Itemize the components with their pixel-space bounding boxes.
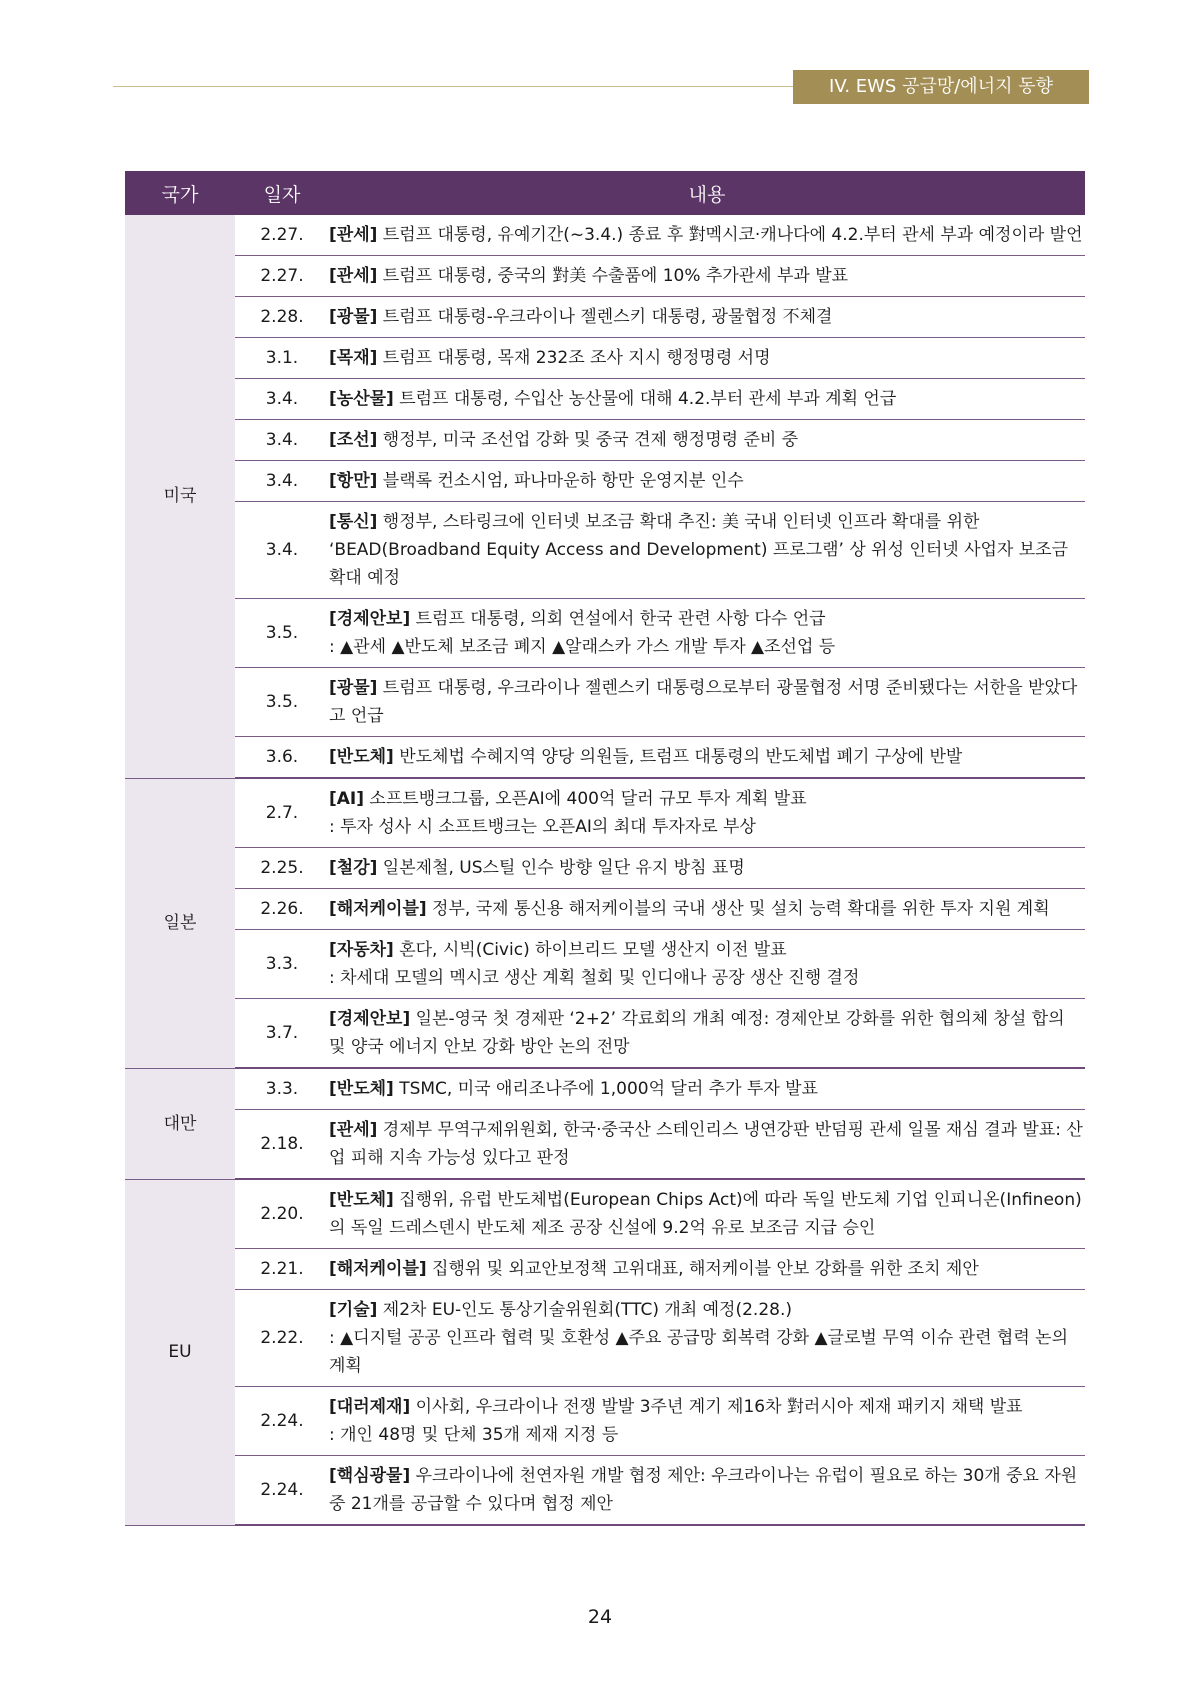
date-cell: 3.4. [235, 420, 329, 461]
topic-tag: [항만] [329, 471, 378, 491]
page-number: 24 [587, 1606, 613, 1628]
table-row [125, 461, 1085, 502]
table-row [125, 778, 1085, 848]
content-cell [329, 1179, 1085, 1249]
date-cell: 3.5. [235, 599, 329, 668]
topic-tag: [반도체] [329, 1190, 394, 1210]
news-text: 경제부 무역구제위원회, 한국·중국산 스테인리스 냉연강판 반덤핑 관세 일몰 재심 결과 발표: 산업 피해 지속 가능성 있다고 판정 [329, 1120, 1083, 1168]
news-subtext: : ▲디지털 공공 인프라 협력 및 호환성 ▲주요 공급망 회복력 강화 ▲글로벌 무역 이슈 관련 협력 논의 계획 [329, 1328, 1069, 1376]
content-cell [329, 256, 1085, 297]
news-text: 반도체법 수혜지역 양당 의원들, 트럼프 대통령의 반도체법 폐기 구상에 반발 [393, 747, 963, 767]
content-cell [329, 1068, 1085, 1110]
column-header-content: 내용 [329, 171, 1085, 215]
news-subtext: : 투자 성사 시 소프트뱅크는 오픈AI의 최대 투자자로 부상 [329, 817, 756, 837]
table-row [125, 999, 1085, 1069]
news-text: TSMC, 미국 애리조나주에 1,000억 달러 추가 투자 발표 [393, 1079, 819, 1099]
news-text: 일본-영국 첫 경제판 ‘2+2’ 각료회의 개최 예정: 경제안보 강화를 위한 협의체 창설 합의 및 양국 에너지 안보 강화 방안 논의 전망 [329, 1009, 1065, 1057]
news-text: 소프트뱅크그룹, 오픈AI에 400억 달러 규모 투자 계획 발표 [364, 789, 807, 809]
news-text: 우크라이나에 천연자원 개발 협정 제안: 우크라이나는 유럽이 필요로 하는 30개 중요 자원 중 21개를 공급할 수 있다며 협정 제안 [329, 1466, 1078, 1514]
content-cell [329, 999, 1085, 1069]
news-text: 일본제철, US스틸 인수 방향 일단 유지 방침 표명 [377, 858, 745, 878]
news-text: 이사회, 우크라이나 전쟁 발발 3주년 계기 제16차 對러시아 제재 패키지 채택 발표 [410, 1397, 1023, 1417]
table-row [125, 930, 1085, 999]
date-cell: 2.20. [235, 1179, 329, 1249]
content-cell [329, 379, 1085, 420]
topic-tag: [핵심광물] [329, 1466, 411, 1486]
date-cell: 3.4. [235, 461, 329, 502]
date-cell: 3.3. [235, 1068, 329, 1110]
topic-tag: [목재] [329, 348, 378, 368]
section-label: IV. EWS 공급망/에너지 동향 [793, 70, 1089, 104]
table-row [125, 502, 1085, 599]
date-cell: 2.7. [235, 778, 329, 848]
topic-tag: [관세] [329, 1120, 378, 1140]
content-cell [329, 1249, 1085, 1290]
column-header-country: 국가 [125, 171, 235, 215]
country-cell: 일본 [125, 778, 235, 1068]
news-text: 집행위 및 외교안보정책 고위대표, 해저케이블 안보 강화를 위한 조치 제안 [426, 1259, 979, 1279]
date-cell: 2.27. [235, 215, 329, 256]
topic-tag: [반도체] [329, 1079, 394, 1099]
news-text: 트럼프 대통령, 목재 232조 조사 지시 행정명령 서명 [377, 348, 771, 368]
content-cell [329, 338, 1085, 379]
table-row [125, 889, 1085, 930]
content-cell [329, 420, 1085, 461]
content-cell [329, 930, 1085, 999]
topic-tag: [관세] [329, 225, 378, 245]
topic-tag: [경제안보] [329, 1009, 411, 1029]
news-text: 집행위, 유럽 반도체법(European Chips Act)에 따라 독일 반도체 기업 인피니온(Infineon)의 독일 드레스덴시 반도체 제조 공장 신설에 9.2억 유로 보조금 지급 승인 [329, 1190, 1082, 1238]
news-text: 혼다, 시빅(Civic) 하이브리드 모델 생산지 이전 발표 [393, 940, 787, 960]
topic-tag: [경제안보] [329, 609, 411, 629]
topic-tag: [농산물] [329, 389, 394, 409]
table-row [125, 1110, 1085, 1180]
table-row [125, 256, 1085, 297]
content-cell [329, 1387, 1085, 1456]
table-row [125, 1456, 1085, 1526]
table-row [125, 599, 1085, 668]
news-text: 행정부, 스타링크에 인터넷 보조금 확대 추진: 美 국내 인터넷 인프라 확대를 위한 ‘BEAD(Broadband Equity Access and Development) 프로그램’ 상 위성 인터넷 사업자 보조금 확대 예정 [329, 512, 1069, 588]
date-cell: 2.22. [235, 1290, 329, 1387]
news-subtext: : 개인 48명 및 단체 35개 제재 지정 등 [329, 1425, 619, 1445]
column-header-date: 일자 [235, 171, 329, 215]
content-cell [329, 461, 1085, 502]
topic-tag: [대러제재] [329, 1397, 411, 1417]
date-cell: 3.1. [235, 338, 329, 379]
content-cell [329, 889, 1085, 930]
table-header-row [125, 171, 1085, 215]
date-cell: 2.27. [235, 256, 329, 297]
content-cell [329, 848, 1085, 889]
topic-tag: [광물] [329, 307, 378, 327]
topic-tag: [해저케이블] [329, 899, 427, 919]
table-row [125, 215, 1085, 256]
date-cell: 3.7. [235, 999, 329, 1069]
news-text: 트럼프 대통령-우크라이나 젤렌스키 대통령, 광물협정 不체결 [377, 307, 833, 327]
table-row [125, 848, 1085, 889]
table-row [125, 297, 1085, 338]
news-subtext: : ▲관세 ▲반도체 보조금 폐지 ▲알래스카 가스 개발 투자 ▲조선업 등 [329, 637, 836, 657]
date-cell: 3.6. [235, 737, 329, 779]
topic-tag: [통신] [329, 512, 378, 532]
content-cell [329, 215, 1085, 256]
country-cell: EU [125, 1179, 235, 1525]
topic-tag: [광물] [329, 678, 378, 698]
news-text: 트럼프 대통령, 우크라이나 젤렌스키 대통령으로부터 광물협정 서명 준비됐다는 서한을 받았다고 언급 [329, 678, 1078, 726]
content-cell [329, 737, 1085, 779]
news-table [125, 171, 1085, 1526]
date-cell: 2.24. [235, 1387, 329, 1456]
table-row [125, 1068, 1085, 1110]
content-cell [329, 297, 1085, 338]
header-rule [113, 86, 793, 87]
news-text: 트럼프 대통령, 중국의 對美 수출품에 10% 추가관세 부과 발표 [377, 266, 849, 286]
news-text: 제2차 EU-인도 통상기술위원회(TTC) 개최 예정(2.28.) [377, 1300, 793, 1320]
topic-tag: [조선] [329, 430, 378, 450]
table-row [125, 668, 1085, 737]
news-text: 트럼프 대통령, 수입산 농산물에 대해 4.2.부터 관세 부과 계획 언급 [393, 389, 897, 409]
date-cell: 2.18. [235, 1110, 329, 1180]
topic-tag: [해저케이블] [329, 1259, 427, 1279]
news-subtext: : 차세대 모델의 멕시코 생산 계획 철회 및 인디애나 공장 생산 진행 결정 [329, 968, 860, 988]
news-text: 행정부, 미국 조선업 강화 및 중국 견제 행정명령 준비 중 [377, 430, 799, 450]
content-cell [329, 1110, 1085, 1180]
topic-tag: [관세] [329, 266, 378, 286]
date-cell: 3.4. [235, 502, 329, 599]
country-cell: 대만 [125, 1068, 235, 1179]
topic-tag: [기술] [329, 1300, 378, 1320]
table-row [125, 379, 1085, 420]
news-text: 정부, 국제 통신용 해저케이블의 국내 생산 및 설치 능력 확대를 위한 투자 지원 계획 [426, 899, 1050, 919]
topic-tag: [철강] [329, 858, 378, 878]
table-row [125, 420, 1085, 461]
topic-tag: [자동차] [329, 940, 394, 960]
topic-tag: [AI] [329, 789, 365, 809]
table-row [125, 1249, 1085, 1290]
table-row [125, 737, 1085, 779]
table-row [125, 1387, 1085, 1456]
date-cell: 3.4. [235, 379, 329, 420]
content-cell [329, 502, 1085, 599]
date-cell: 2.26. [235, 889, 329, 930]
table-row [125, 1290, 1085, 1387]
table-body [125, 215, 1085, 1525]
content-cell [329, 668, 1085, 737]
content-cell [329, 599, 1085, 668]
date-cell: 2.28. [235, 297, 329, 338]
topic-tag: [반도체] [329, 747, 394, 767]
date-cell: 3.5. [235, 668, 329, 737]
news-text: 블랙록 컨소시엄, 파나마운하 항만 운영지분 인수 [377, 471, 744, 491]
table-row [125, 1179, 1085, 1249]
table-row [125, 338, 1085, 379]
content-cell [329, 1456, 1085, 1526]
news-text: 트럼프 대통령, 유예기간(~3.4.) 종료 후 對멕시코·캐나다에 4.2.부터 관세 부과 예정이라 발언 [377, 225, 1083, 245]
content-cell [329, 778, 1085, 848]
date-cell: 2.24. [235, 1456, 329, 1526]
date-cell: 2.25. [235, 848, 329, 889]
country-cell: 미국 [125, 215, 235, 778]
date-cell: 3.3. [235, 930, 329, 999]
date-cell: 2.21. [235, 1249, 329, 1290]
news-text: 트럼프 대통령, 의회 연설에서 한국 관련 사항 다수 언급 [410, 609, 826, 629]
content-cell [329, 1290, 1085, 1387]
